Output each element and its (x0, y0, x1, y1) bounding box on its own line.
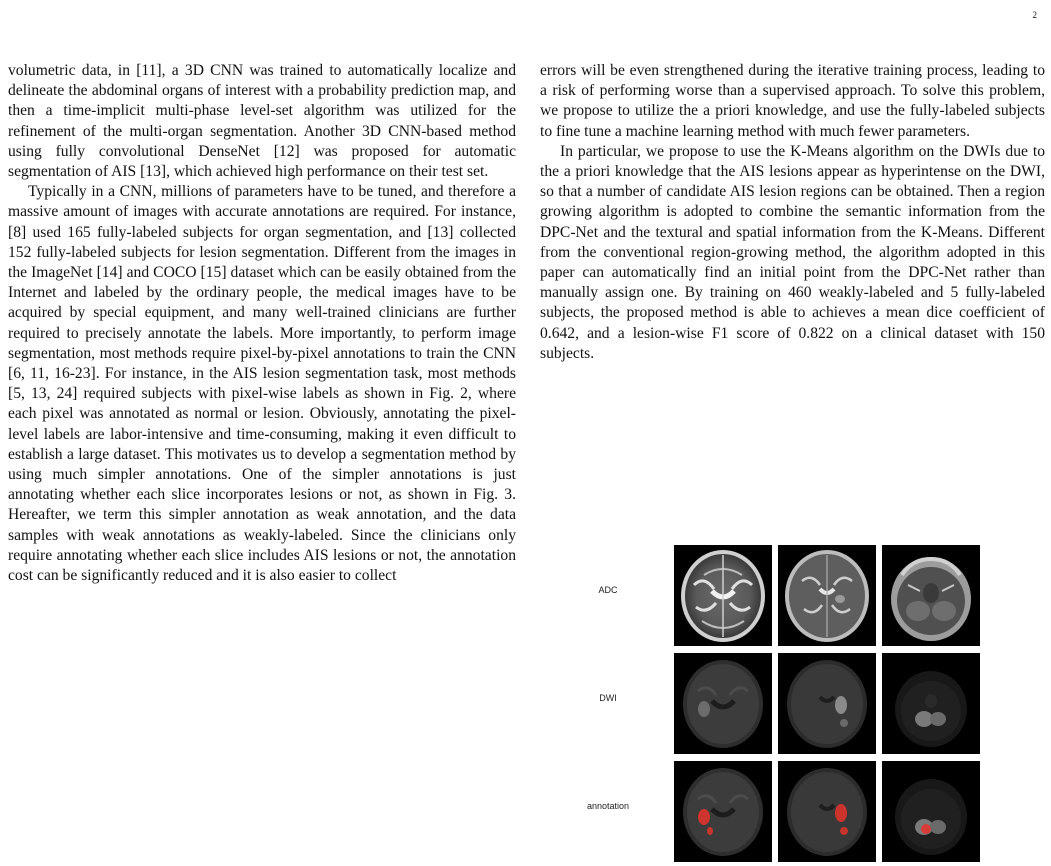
figure-row-dwi (558, 653, 1028, 754)
figure-row-adc (558, 545, 1028, 646)
figure-row-annotation (558, 761, 1028, 862)
page-number: 2 (1032, 10, 1037, 20)
left-column (8, 61, 516, 586)
left-paragraph-2-tail: is also easier to collect (251, 567, 397, 585)
annotation-scan-2 (778, 761, 876, 862)
annotation-scan-3 (882, 761, 980, 862)
row-label-annotation: annotation (586, 801, 630, 811)
mri-figure (558, 545, 1028, 866)
right-paragraph-1: errors will be even strengthened during the iterative training process, leading to a risk of performing worse than a supervised approach. To solve this problem, we propose to utilize the a priori knowledge, and use the fully-labeled subjects to fine tune a machine learning method with much fewer parameters. (540, 62, 1045, 140)
adc-scan-3 (882, 545, 980, 646)
right-paragraph-2: In particular, we propose to use the K-Means algorithm on the DWIs due to the a priori knowledge that the AIS lesions appear as hyperintense on the DWI, so that a number of candidate AIS lesion regions can be obtained. Then a region growing algorithm is adopted to combine the semantic information from the DPC-Net and the textural and spatial information from the K-Means. Different from the conventional region-growing method, the algorithm adopted in this paper can automatically find an initial point from the DPC-Net rather than manually assign one. By training on 460 weakly-labeled and 5 fully-labeled subjects, the proposed method is able to achieves a mean dice coefficient of 0.642, and a lesion-wise F1 score of 0.822 on a clinical dataset with 150 subjects. (540, 142, 1045, 362)
adc-scan-1 (674, 545, 772, 646)
annotation-scan-1 (674, 761, 772, 862)
adc-scan-2 (778, 545, 876, 646)
left-paragraph-2-text: Typically in a CNN, millions of parameters have to be tuned, and therefore a massive amount of images with accurate annotations are required. For instance, [8] used 165 fully-labeled subjects for organ segmentation, and [13] collected 152 fully-labeled subjects for lesion segmentation. Different from the images in the ImageNet [14] and COCO [15] dataset which can be easily obtained from the Internet and labeled by the ordinary people, the medical images have to be acquired by special equipment, and many well-trained clinicians are further required to precisely annotate the labels. More importantly, to perform image segmentation, most methods require pixel-by-pixel annotations to train the CNN [6, 11, 16-23]. For instance, in the AIS lesion segmentation task, most methods [5, 13, 24] required subjects with pixel-wise labels as shown in Fig. 2, where each pixel was annotated as normal or lesion. Obviously, annotating the pixel-level labels are labor-intensive and time-consuming, making it even difficult to establish a large dataset. This motivates us to develop a segmentation method by using much simpler annotations. One of the simpler annotations is just annotating whether each slice incorporates lesions or not, as shown in Fig. 3. Hereafter, we term this simpler annotation as weak annotation, and the data samples with weak annotations as weakly-labeled. Since the clinicians only require annotating whether each slice includes AIS lesions or not, the annotation cost can be significantly reduced and it (8, 183, 516, 585)
right-column (540, 61, 1045, 364)
left-paragraph-1: volumetric data, in [11], a 3D CNN was trained to automatically localize and delineate the abdominal organs of interest with a probability prediction map, and then a time-implicit multi-phase level-set algorithm was utilized for the refinement of the multi-organ segmentation. Another 3D CNN-based method using fully convolutional DenseNet [12] was proposed for automatic segmentation of AIS [13], which achieved high performance on their test set. (8, 62, 516, 181)
row-label-dwi: DWI (599, 693, 617, 703)
left-paragraph-2 (8, 182, 516, 586)
dwi-scan-1 (674, 653, 772, 754)
dwi-scan-2 (778, 653, 876, 754)
dwi-scan-3 (882, 653, 980, 754)
row-label-adc: ADC (598, 585, 618, 595)
